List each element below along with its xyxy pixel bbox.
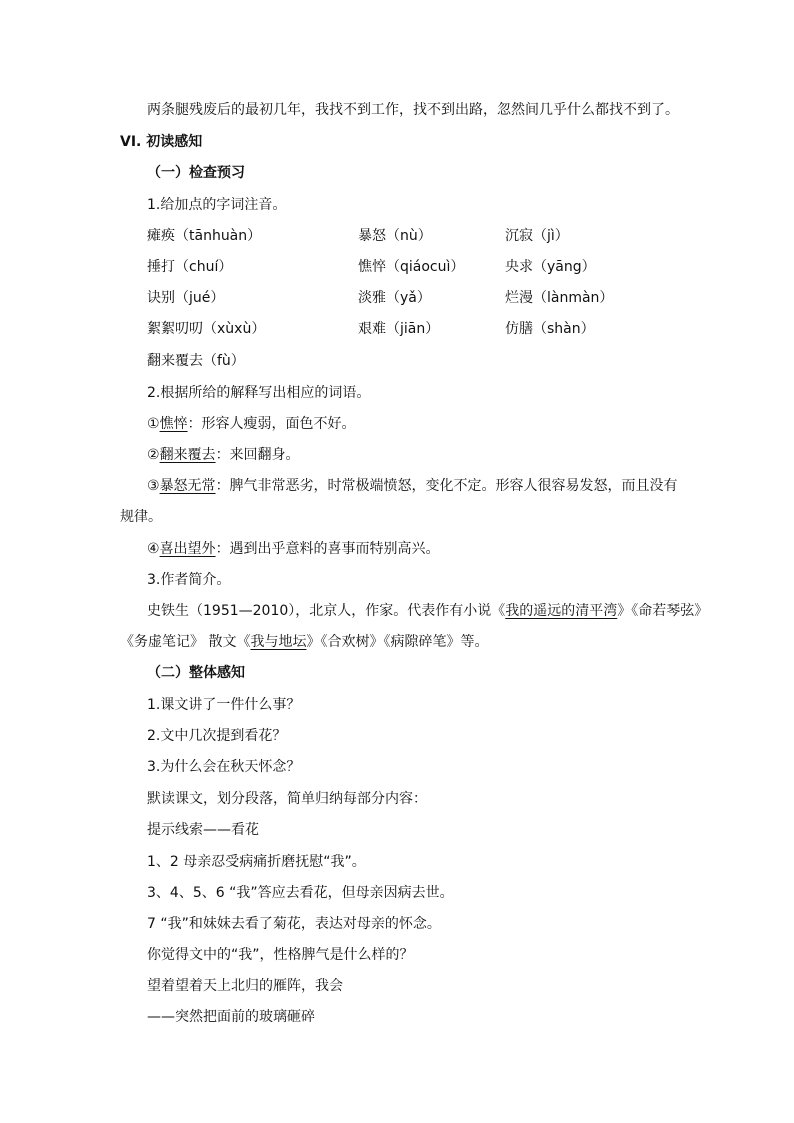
work-title: 我的遥远的清平湾 — [505, 603, 618, 619]
pinyin-item: 烂漫（lànmàn） — [505, 290, 614, 306]
pinyin-item: 暴怒（nù） — [358, 228, 432, 244]
pinyin-item: 絮絮叨叨（xùxù） — [147, 321, 266, 337]
author-text: 《务虚笔记》 散文《 — [120, 634, 251, 650]
definition-word: 暴怒无常 — [159, 478, 216, 494]
definition-text: ：遇到出乎意料的喜事而特别高兴。 — [215, 541, 440, 557]
pinyin-item: 仿膳（shàn） — [505, 321, 595, 337]
subheading-overall: （二）整体感知 — [147, 665, 245, 681]
author-intro-line-1 — [147, 601, 708, 621]
definition-text: ：来回翻身。 — [215, 447, 300, 463]
definition-number: ② — [147, 447, 160, 463]
author-intro-line-2 — [120, 632, 488, 652]
pinyin-item: 淡雅（yǎ） — [358, 290, 431, 306]
clue-hint: 提示线索——看花 — [147, 822, 259, 838]
pinyin-item: 沉寂（jì） — [505, 228, 569, 244]
definition-word: 翻来覆去 — [159, 447, 216, 463]
pinyin-item: 诀别（jué） — [147, 290, 225, 306]
definition-number: ③ — [147, 478, 160, 494]
instruction: 默读课文，划分段落，简单归纳每部分内容： — [147, 791, 427, 807]
definition-word: 憔悴 — [159, 416, 188, 432]
subheading-preview-check: （一）检查预习 — [147, 165, 245, 181]
pinyin-item: 瘫痪（tānhuàn） — [147, 228, 262, 244]
section-summary: 7 “我”和妹妹去看了菊花，表达对母亲的怀念。 — [147, 916, 441, 932]
definition-number: ④ — [147, 541, 160, 557]
question-pinyin: 1.给加点的字词注音。 — [147, 197, 287, 213]
definition-item — [147, 539, 440, 559]
pinyin-item: 艰难（jiān） — [358, 321, 440, 337]
pinyin-item: 憔悴（qiáocuì） — [358, 259, 465, 275]
definition-item — [147, 414, 356, 434]
pinyin-item: 央求（yāng） — [505, 259, 596, 275]
quote-line: 望着望着天上北归的雁阵，我会 — [147, 978, 343, 994]
author-text: 》《合欢树》《病隙碎笔》等。 — [306, 634, 489, 650]
definition-text: ：脾气非常恶劣，时常极端愤怒，变化不定。形容人很容易发怒，而且没有 — [215, 478, 678, 494]
pinyin-item: 捶打（chuí） — [147, 259, 233, 275]
definition-number: ① — [147, 416, 160, 432]
definition-item — [147, 445, 300, 465]
section-summary: 3、4、5、6 “我”答应去看花，但母亲因病去世。 — [147, 885, 454, 901]
definition-continuation: 规律。 — [120, 509, 162, 525]
definition-text: ：形容人瘦弱，面色不好。 — [187, 416, 356, 432]
question-character: 你觉得文中的“我”，性格脾气是什么样的？ — [147, 947, 414, 963]
question-definitions: 2.根据所给的解释写出相应的词语。 — [147, 385, 371, 401]
intro-sentence: 两条腿残废后的最初几年，我找不到工作，找不到出路，忽然间几乎什么都找不到了。 — [147, 102, 679, 118]
definition-item — [147, 476, 678, 496]
question-1: 1.课文讲了一件什么事？ — [147, 697, 301, 713]
author-text: 史铁生（1951—2010），北京人，作家。代表作有小说《 — [147, 603, 506, 619]
section-heading-first-reading: VI. 初读感知 — [120, 134, 203, 150]
question-author: 3.作者简介。 — [147, 572, 231, 588]
quote-line: ——突然把面前的玻璃砸碎 — [147, 1009, 315, 1025]
work-title: 我与地坛 — [250, 634, 307, 650]
question-2: 2.文中几次提到看花？ — [147, 728, 287, 744]
pinyin-item: 翻来覆去（fù） — [147, 353, 245, 369]
author-text: 》《命若琴弦》 — [617, 603, 709, 619]
question-3: 3.为什么会在秋天怀念？ — [147, 759, 301, 775]
section-summary: 1、2 母亲忍受病痛折磨抚慰“我”。 — [147, 854, 366, 870]
definition-word: 喜出望外 — [159, 541, 216, 557]
